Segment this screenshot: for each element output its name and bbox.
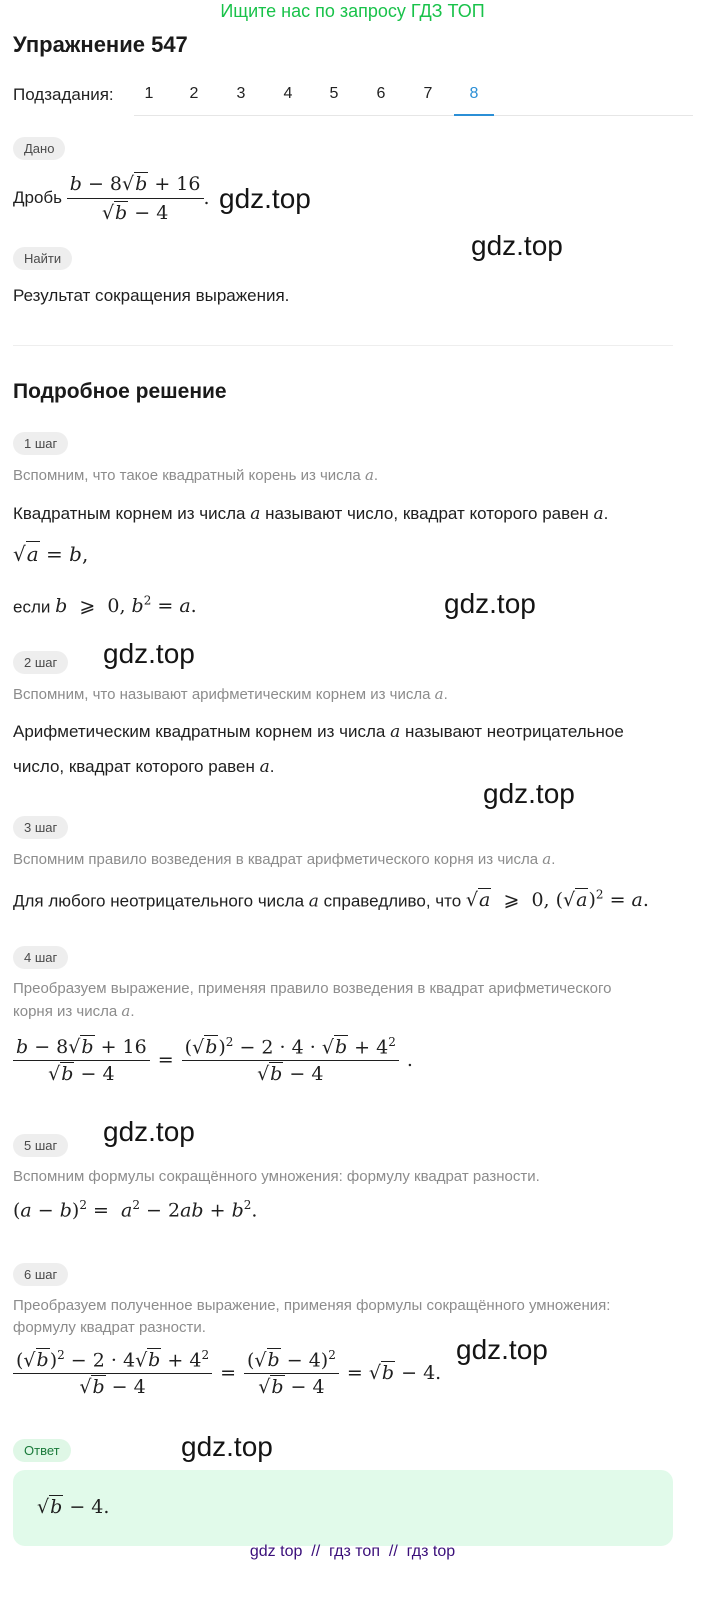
step-2-badge: 2 шаг: [13, 651, 68, 674]
subtask-nav-underline: [134, 115, 693, 116]
find-badge: Найти: [13, 247, 72, 270]
var-a: a: [364, 466, 374, 484]
watermark: gdz.top: [456, 1334, 548, 1365]
watermark: gdz.top: [103, 1116, 195, 1147]
step-4-badge: 4 шаг: [13, 946, 68, 969]
given-badge: Дано: [13, 137, 65, 160]
step-3-hint: Вспомним правило возведения в квадрат арифметического корня из числа a.: [13, 850, 556, 868]
step-1-formula-1: √a = b,: [13, 542, 89, 566]
step-1-hint: Вспомним, что такое квадратный корень из числа a.: [13, 466, 379, 484]
tab-subtask-7[interactable]: 7: [423, 85, 433, 102]
step-1-badge: 1 шаг: [13, 432, 68, 455]
answer-value: √b − 4.: [37, 1496, 110, 1518]
step-6-formula: $\frac{(√b)^2 - 2 \cdot 4√b + 4^2}{√b - 4}$ = $\frac{(√b - 4)^2}{√b - 4}$ = √b − 4.: [13, 1348, 441, 1398]
given-statement: Дробь $\frac{b - 8√b + 16}{√b - 4}$ .: [13, 172, 210, 224]
answer-badge: Ответ: [13, 1439, 71, 1462]
tab-subtask-4[interactable]: 4: [283, 85, 293, 102]
tab-subtask-5[interactable]: 5: [329, 85, 339, 102]
step-1-formula-2: если b ⩾ 0, $b^2 = a$.: [13, 594, 197, 618]
given-prefix: Дробь: [13, 188, 63, 207]
step-5-formula: $(a - b)^2 = a^2 - 2ab + b^2$.: [13, 1198, 258, 1222]
watermark: gdz.top: [219, 183, 311, 214]
watermark: gdz.top: [103, 638, 195, 669]
step-2-text-2: число, квадрат которого равен a.: [13, 757, 275, 777]
solution-title: Подробное решение: [13, 380, 227, 403]
subtask-label: Подзадания:: [13, 85, 114, 104]
tab-subtask-6[interactable]: 6: [376, 85, 386, 102]
step-4-hint: Преобразуем выражение, применяя правило возведения в квадрат арифметического корня из числа a.: [13, 980, 612, 1020]
given-fraction: $\frac{b - 8√b + 16}{√b - 4}$: [67, 172, 204, 225]
tab-subtask-1[interactable]: 1: [144, 85, 154, 102]
answer-box: [13, 1470, 673, 1546]
tab-subtask-2[interactable]: 2: [189, 85, 199, 102]
find-text: Результат сокращения выражения.: [13, 286, 290, 305]
step-5-badge: 5 шаг: [13, 1134, 68, 1157]
step-5-hint: Вспомним формулы сокращённого умножения: формулу квадрат разности.: [13, 1168, 540, 1185]
subtask-nav: [13, 85, 693, 117]
watermark: gdz.top: [444, 588, 536, 619]
footer-links[interactable]: gdz top // гдз топ // гдз top: [249, 1543, 456, 1560]
watermark: gdz.top: [483, 778, 575, 809]
tab-subtask-3[interactable]: 3: [236, 85, 246, 102]
step-6-hint: Преобразуем полученное выражение, применяя формулы сокращённого умножения: формулу квадрат разности.: [13, 1297, 611, 1336]
step-4-formula: $\frac{b - 8√b + 16}{√b - 4}$ = $\frac{(√b)^2 - 2 \cdot 4 \cdot √b + 4^2}{√b - 4}$ .: [13, 1035, 413, 1085]
watermark: gdz.top: [471, 230, 563, 261]
step-6-badge: 6 шаг: [13, 1263, 68, 1286]
watermark: gdz.top: [181, 1431, 273, 1462]
tab-subtask-8[interactable]: 8: [454, 85, 494, 103]
step-3-badge: 3 шаг: [13, 816, 68, 839]
step-2-text: Арифметическим квадратным корнем из числа a называют неотрицательное: [13, 722, 624, 742]
step-2-hint: Вспомним, что называют арифметическим корнем из числа a.: [13, 685, 448, 703]
step-1-text: Квадратным корнем из числа a называют число, квадрат которого равен a.: [13, 504, 609, 524]
page-title: Упражнение 547: [13, 32, 188, 57]
search-banner[interactable]: Ищите нас по запросу ГДЗ ТОП: [220, 1, 485, 21]
section-divider: [13, 345, 673, 346]
step-3-text: Для любого неотрицательного числа a справедливо, что √a ⩾ 0, $(√a)^2 = a$.: [13, 888, 649, 912]
